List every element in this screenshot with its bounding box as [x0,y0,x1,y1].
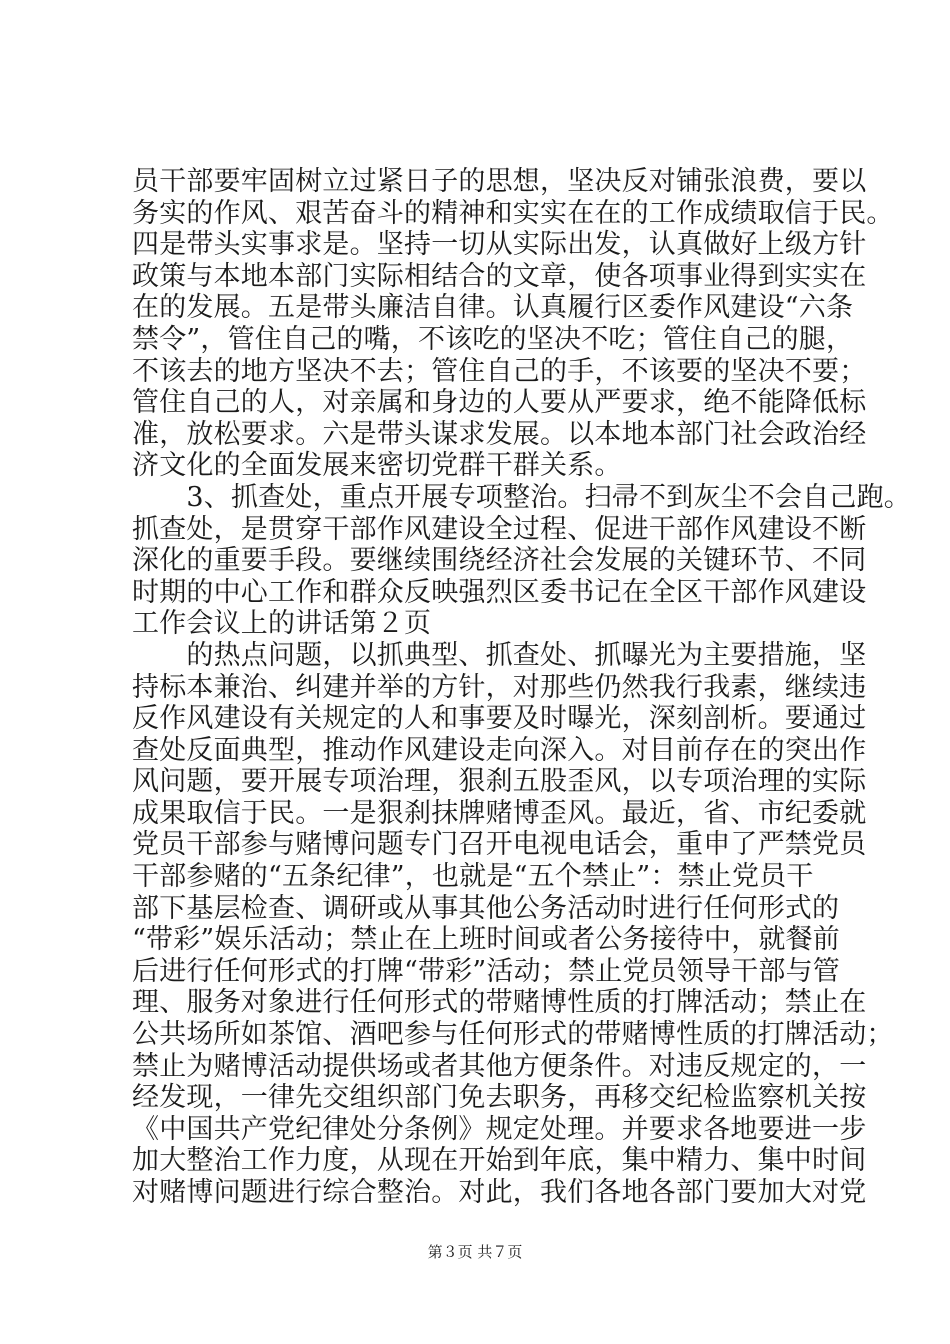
text-line: 经发现，一律先交组织部门免去职务，再移交纪检监察机关按 [132,1082,867,1114]
text-line: 济文化的全面发展来密切党群干群关系。 [132,450,622,482]
text-line: 禁令”，管住自己的嘴，不该吃的坚决不吃；管住自己的腿， [132,323,854,355]
text-line: 查处反面典型，推动作风建设走向深入。对目前存在的突出作 [132,734,867,766]
text-line: 务实的作风、艰苦奋斗的精神和实实在在的工作成绩取信于民。 [132,197,894,229]
page-number-label: 第３页 共７页 [427,1243,523,1261]
text-line: 员干部要牢固树立过紧日子的思想，坚决反对铺张浪费，要以 [132,166,867,197]
text-line: 部下基层检查、调研或从事其他公务活动时进行任何形式的 [132,892,840,924]
text-line: “带彩”娱乐活动；禁止在上班时间或者公务接待中，就餐前 [132,924,841,956]
text-line: 的热点问题，以抓典型、抓查处、抓曝光为主要措施，坚 [132,639,867,671]
text-line: 时期的中心工作和群众反映强烈区委书记在全区干部作风建设 [132,576,867,608]
text-line: 持标本兼治、纠建并举的方针，对那些仍然我行我素，继续违 [132,671,867,703]
text-line: 准，放松要求。六是带头谋求发展。以本地本部门社会政治经 [132,418,867,450]
text-line: 风问题，要开展专项治理，狠刹五股歪风，以专项治理的实际 [132,766,867,798]
text-line: 禁止为赌博活动提供场或者其他方便条件。对违反规定的，一 [132,1050,867,1082]
text-line: 公共场所如茶馆、酒吧参与任何形式的带赌博性质的打牌活动； [132,1019,894,1051]
text-line: 成果取信于民。一是狠刹抹牌赌博歪风。最近，省、市纪委就 [132,797,867,829]
page-footer [0,1241,950,1262]
text-line: 深化的重要手段。要继续围绕经济社会发展的关键环节、不同 [132,545,867,577]
text-line: 在的发展。五是带头廉洁自律。认真履行区委作风建设“六条 [132,292,854,324]
text-line: 加大整治工作力度，从现在开始到年底，集中精力、集中时间 [132,1145,867,1177]
text-line: 工作会议上的讲话第２页 [132,608,432,640]
text-line: 反作风建设有关规定的人和事要及时曝光，深刻剖析。要通过 [132,703,867,735]
text-line: 不该去的地方坚决不去；管住自己的手，不该要的坚决不要； [132,355,867,387]
text-line: 对赌博问题进行综合整治。对此，我们各地各部门要加大对党 [132,1177,867,1208]
text-line: 理、服务对象进行任何形式的带赌博性质的打牌活动；禁止在 [132,987,867,1019]
text-line: 3、抓查处，重点开展专项整治。扫帚不到灰尘不会自己跑。 [132,481,911,513]
text-line: 管住自己的人，对亲属和身边的人要从严要求，绝不能降低标 [132,387,867,419]
text-line: 政策与本地本部门实际相结合的文章，使各项事业得到实实在 [132,260,867,292]
text-line: 四是带头实事求是。坚持一切从实际出发，认真做好上级方针 [132,229,867,261]
text-line: 抓查处，是贯穿干部作风建设全过程、促进干部作风建设不断 [132,513,867,545]
text-line: 《中国共产党纪律处分条例》规定处理。并要求各地要进一步 [132,1113,867,1145]
text-line: 后进行任何形式的打牌“带彩”活动；禁止党员领导干部与管 [132,955,841,987]
text-line: 党员干部参与赌博问题专门召开电视电话会，重申了严禁党员 [132,829,867,861]
text-line: 干部参赌的“五条纪律”，也就是“五个禁止”：禁止党员干 [132,861,814,893]
body-text [132,166,911,1209]
